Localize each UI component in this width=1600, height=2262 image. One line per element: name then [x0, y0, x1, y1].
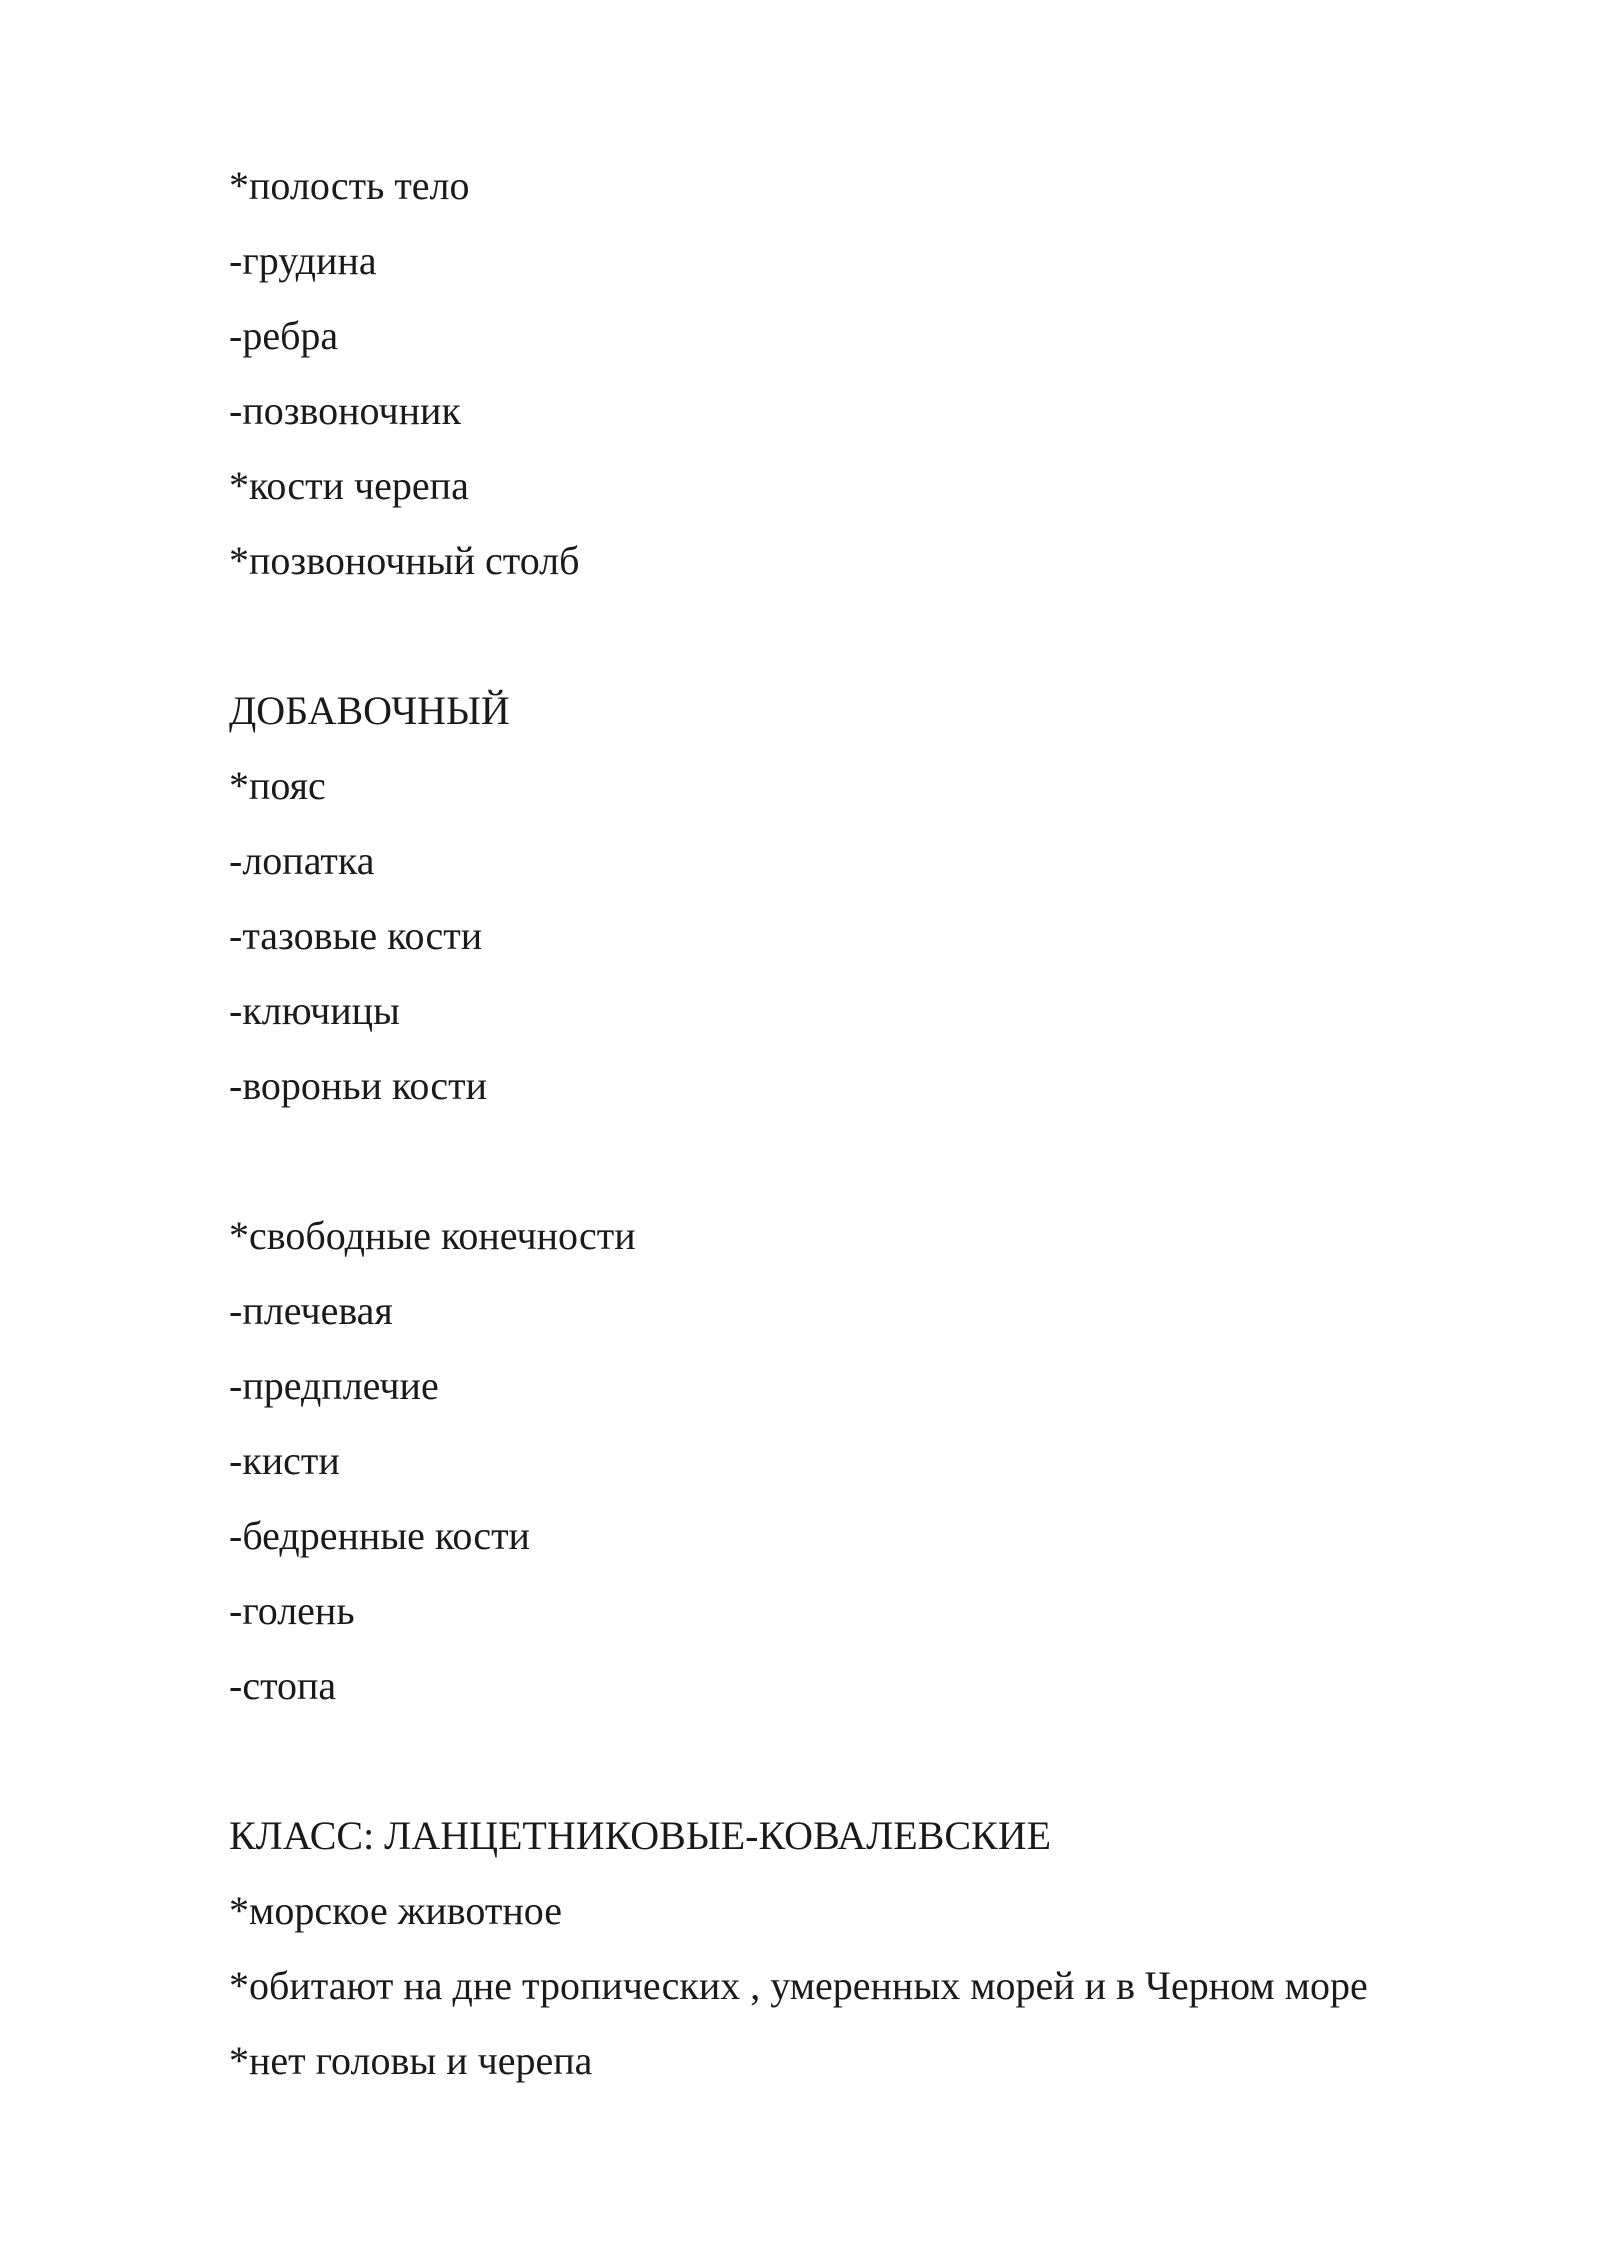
line-humerus: -плечевая	[229, 1288, 393, 1333]
line-forearm: -предплечие	[229, 1363, 439, 1408]
line-femur: -бедренные кости	[229, 1513, 530, 1558]
line-shin: -голень	[229, 1588, 355, 1633]
line-clavicles: -ключицы	[229, 988, 400, 1033]
line-pelvic-bones: -тазовые кости	[229, 913, 483, 958]
line-girdle: *пояс	[229, 763, 326, 808]
blank-line	[229, 598, 1368, 673]
line-skull-bones: *кости черепа	[229, 463, 469, 508]
line-scapula: -лопатка	[229, 838, 375, 883]
line-habitat: *обитают на дне тропических , умеренных морей и в Черном море	[229, 1963, 1368, 2008]
line-no-head-skull: *нет головы и черепа	[229, 2038, 593, 2083]
blank-line	[229, 1123, 1368, 1198]
line-sternum: -грудина	[229, 238, 377, 283]
line-marine-animal: *морское животное	[229, 1888, 562, 1933]
blank-line	[229, 1723, 1368, 1798]
line-hands: -кисти	[229, 1438, 340, 1483]
text-lines	[229, 148, 1368, 2098]
line-foot: -стопа	[229, 1663, 337, 1708]
line-ribs: -ребра	[229, 313, 339, 358]
section-heading-accessory: ДОБАВОЧНЫЙ	[229, 688, 510, 733]
line-free-limbs: *свободные конечности	[229, 1213, 636, 1258]
line-vertebral-column: *позвоночный столб	[229, 538, 580, 583]
line-body-cavity: *полость тело	[229, 163, 470, 208]
line-coracoid-bones: -вороньи кости	[229, 1063, 488, 1108]
section-heading-class: КЛАСС: ЛАНЦЕТНИКОВЫЕ-КОВАЛЕВСКИЕ	[229, 1813, 1052, 1858]
line-spine: -позвоночник	[229, 388, 461, 433]
